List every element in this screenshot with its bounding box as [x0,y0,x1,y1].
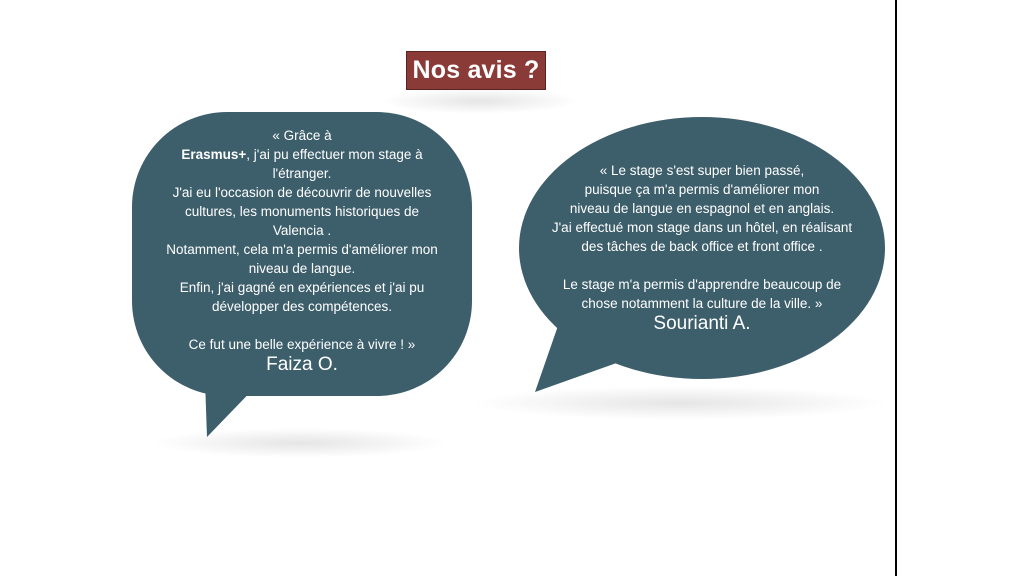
right-quote-line: chose notamment la culture de la ville. » [581,296,823,311]
right-author-name: Sourianti A. [653,313,751,334]
left-quote-line: niveau de langue. [248,261,356,276]
left-bubble-text [140,126,464,376]
left-quote-line: « Grâce à [272,128,332,143]
right-quote-line: Le stage m'a permis d'apprendre beaucoup de [562,277,842,292]
left-quote-line: Notamment, cela m'a permis d'améliorer mon [166,242,438,257]
left-quote-line: J'ai eu l'occasion de découvrir de nouvelles [172,185,432,200]
left-quote-line: Valencia . [272,223,332,238]
left-quote-line: développer des compétences. [211,299,393,314]
left-quote-line: cultures, les monuments historiques de [184,204,420,219]
page-title-text: Nos avis ? [412,56,540,84]
left-quote-line: l'étranger. [272,166,332,181]
right-quote-line: puisque ça m'a permis d'améliorer mon [584,182,820,197]
right-quote-line: « Le stage s'est super bien passé, [599,163,805,178]
right-quote-line: niveau de langue en espagnol et en anglais. [569,201,835,216]
erasmus-brand: Erasmus+ [181,147,247,162]
right-bubble-text [524,161,880,335]
left-quote-line: Enfin, j'ai gagné en expériences et j'ai pu [179,280,425,295]
left-author-name: Faiza O. [266,354,338,375]
left-quote-line: Ce fut une belle expérience à vivre ! » [188,337,416,352]
left-quote-line: Erasmus+, j'ai pu effectuer mon stage à [181,147,423,162]
right-quote-line: des tâches de back office et front office . [581,239,823,254]
right-quote-line: J'ai effectué mon stage dans un hôtel, en réalisant [551,220,853,235]
